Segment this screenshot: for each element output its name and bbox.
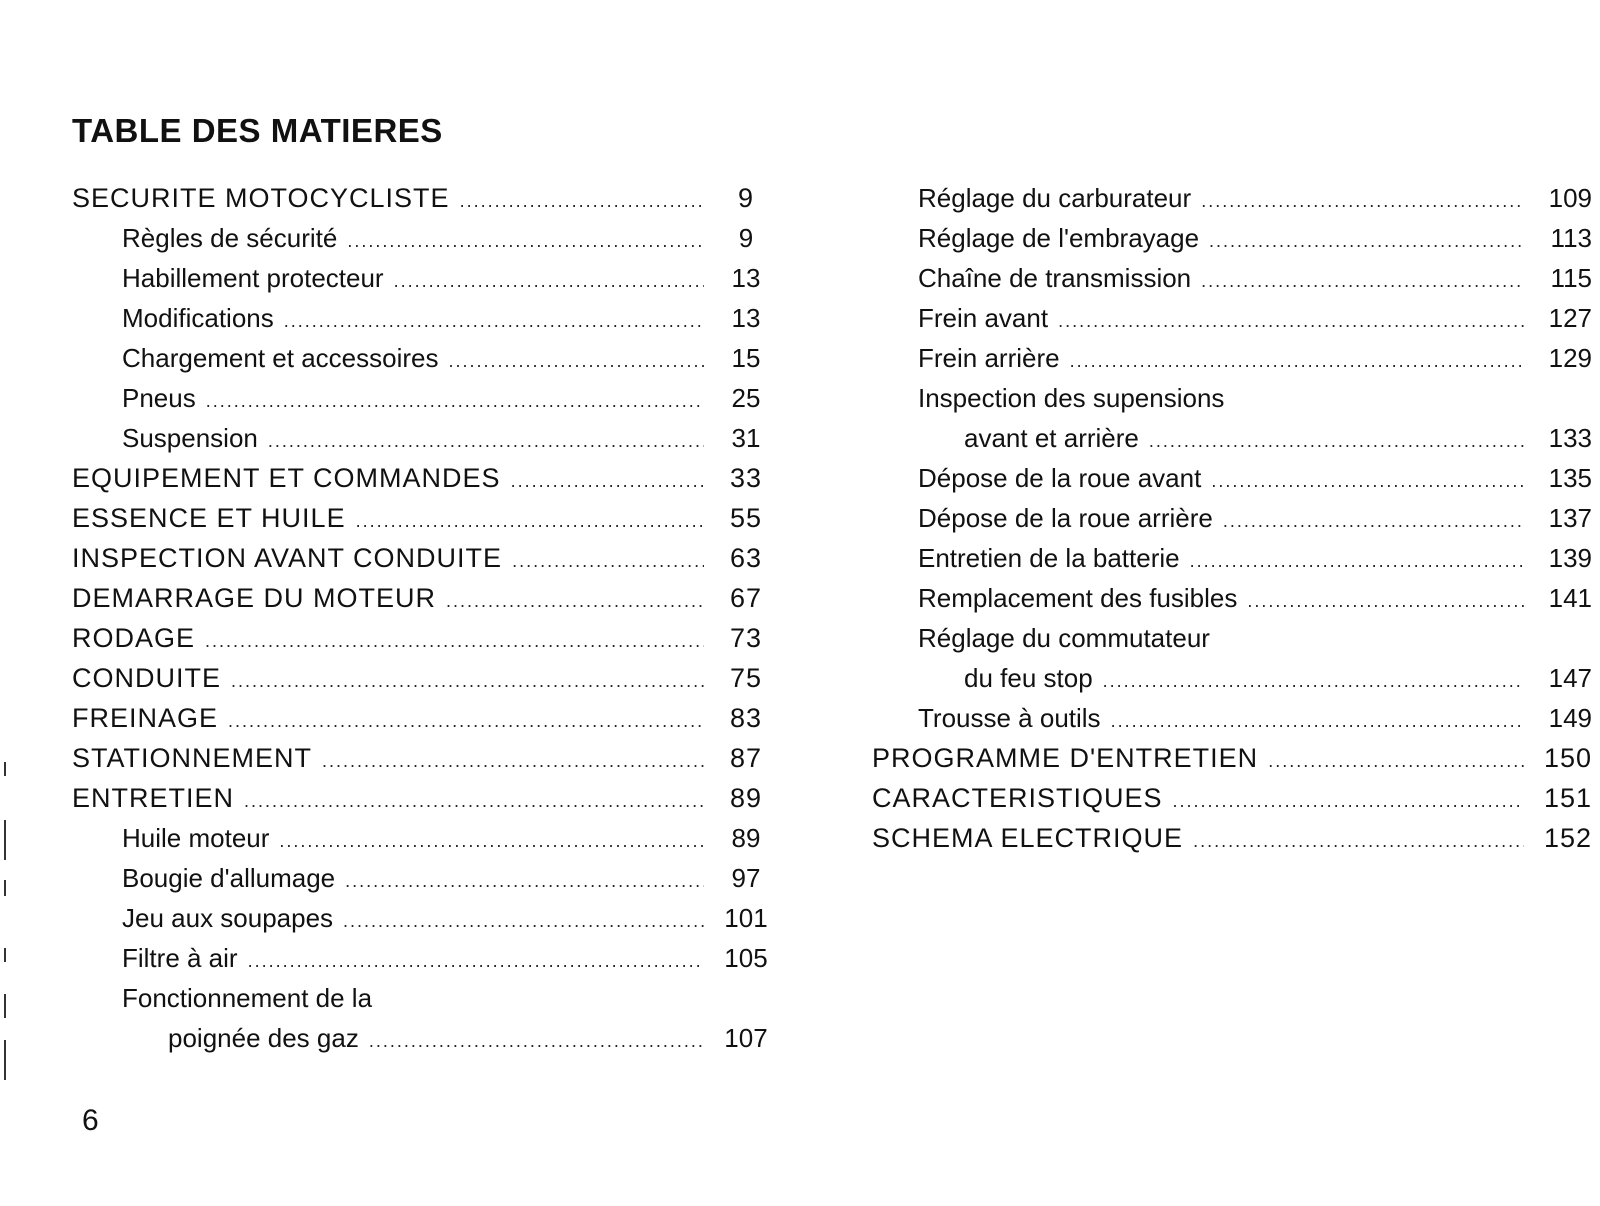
dot-leader: [268, 421, 704, 461]
toc-entry: [872, 578, 1592, 618]
toc-entry-label: Bougie d'allumage: [122, 863, 336, 893]
dot-leader: [1201, 181, 1524, 221]
toc-entry: [872, 658, 1592, 698]
toc-entry: [872, 498, 1592, 538]
dot-leader: [460, 181, 704, 221]
scan-mark: [4, 948, 6, 962]
toc-entry: [872, 418, 1592, 458]
toc-entry: [872, 778, 1592, 818]
toc-entry-label: Chargement et accessoires: [122, 343, 439, 373]
toc-entry-row: [122, 418, 782, 458]
toc-entry-row: [72, 498, 782, 538]
toc-entry-row: [72, 778, 782, 818]
toc-entry-page: 73: [729, 623, 763, 653]
toc-entry-page: 67: [729, 583, 763, 613]
toc-entry: [872, 178, 1592, 218]
toc-entry-page: 107: [724, 1023, 768, 1053]
toc-entry: [872, 338, 1592, 378]
toc-entry: [872, 458, 1592, 498]
dot-leader: [1223, 501, 1524, 541]
page-number: 6: [82, 1104, 99, 1137]
toc-entry-page: 139: [1548, 543, 1592, 573]
scan-mark: [4, 880, 6, 896]
toc-entry-label: poignée des gaz: [168, 1023, 359, 1053]
toc-entry-row: [918, 498, 1592, 538]
toc-entry: [72, 618, 782, 658]
toc-entry-page: 89: [731, 823, 761, 853]
toc-entry: [72, 178, 782, 218]
dot-leader: [343, 901, 704, 941]
toc-entry-row: [918, 538, 1592, 578]
toc-entry-page: 105: [724, 943, 768, 973]
toc-entry-label: EQUIPEMENT ET COMMANDES: [72, 463, 501, 493]
toc-entry-row: [72, 658, 782, 698]
dot-leader: [347, 221, 704, 261]
toc-entry-row: [918, 298, 1592, 338]
dot-leader: [322, 741, 704, 781]
toc-entry: [872, 538, 1592, 578]
dot-leader: [1190, 541, 1524, 581]
toc-entry-label: SCHEMA ELECTRIQUE: [872, 823, 1184, 853]
toc-entry: [872, 618, 1592, 658]
toc-entry-row: [72, 578, 782, 618]
toc-entry-page: 33: [729, 463, 763, 493]
toc-entry-row: [72, 738, 782, 778]
toc-entry-row: [168, 1018, 782, 1058]
dot-leader: [1149, 421, 1524, 461]
toc-entry-page: 63: [729, 543, 763, 573]
toc-entry-label: Dépose de la roue arrière: [918, 503, 1213, 533]
toc-entry: [72, 258, 782, 298]
toc-entry-page: 9: [738, 223, 754, 253]
dot-leader: [1209, 221, 1524, 261]
dot-leader: [1111, 701, 1524, 741]
toc-entry: [72, 218, 782, 258]
toc-entry-row: [918, 458, 1592, 498]
toc-entry-row: [918, 338, 1592, 378]
toc-entry: [72, 738, 782, 778]
scan-mark: [4, 820, 6, 860]
toc-entry-page: 137: [1548, 503, 1592, 533]
toc-entry-row: [918, 578, 1592, 618]
toc-entry-page: 9: [737, 183, 755, 213]
toc-entry-label: Frein avant: [918, 303, 1049, 333]
toc-entry-page: 127: [1548, 303, 1592, 333]
toc-entry: [872, 698, 1592, 738]
toc-entry-row: [964, 418, 1592, 458]
toc-entry-row: [964, 658, 1592, 698]
dot-leader: [511, 461, 704, 501]
toc-entry-label: Réglage du carburateur: [918, 183, 1192, 213]
toc-entry-label: Frein arrière: [918, 343, 1060, 373]
toc-entry-row: [122, 298, 782, 338]
toc-entry-page: 133: [1548, 423, 1592, 453]
toc-entry: [72, 418, 782, 458]
dot-leader: [1247, 581, 1524, 621]
toc-entry-row: [122, 378, 782, 418]
dot-leader: [1268, 741, 1524, 781]
toc-entry-page: 141: [1548, 583, 1592, 613]
toc-entry-label: Jeu aux soupapes: [122, 903, 334, 933]
toc-entry-page: 31: [731, 423, 761, 453]
scan-mark: [4, 1040, 6, 1080]
toc-entry: [72, 458, 782, 498]
toc-entry-page: 113: [1550, 223, 1592, 253]
dot-leader: [394, 261, 704, 301]
toc-entry-label: Habillement protecteur: [122, 263, 384, 293]
toc-entry: [872, 258, 1592, 298]
toc-entry-row: [122, 938, 782, 978]
toc-entry: [872, 298, 1592, 338]
toc-entry: [872, 738, 1592, 778]
toc-entry-label: avant et arrière: [964, 423, 1139, 453]
dot-leader: [345, 861, 704, 901]
toc-entry: [72, 498, 782, 538]
toc-entry-row: [122, 898, 782, 938]
toc-entry: [72, 938, 782, 978]
toc-entry-page: 97: [731, 863, 761, 893]
toc-entry-row: [72, 538, 782, 578]
dot-leader: [206, 381, 704, 421]
toc-entry-row: [872, 738, 1592, 778]
toc-entry-label: RODAGE: [72, 623, 196, 653]
toc-entry-label: Dépose de la roue avant: [918, 463, 1202, 493]
toc-entry-page: 83: [729, 703, 763, 733]
toc-entry-row: [872, 778, 1592, 818]
toc-entry: [72, 298, 782, 338]
toc-entry-page: 147: [1548, 663, 1592, 693]
toc-entry: [872, 218, 1592, 258]
dot-leader: [279, 821, 704, 861]
toc-entry-page: 115: [1550, 263, 1592, 293]
dot-leader: [1070, 341, 1524, 381]
toc-entry-label: Modifications: [122, 303, 274, 333]
toc-entry-page: 129: [1548, 343, 1592, 373]
toc-entry-row: [872, 818, 1592, 858]
toc-entry-page: 15: [731, 343, 761, 373]
toc-entry: [72, 578, 782, 618]
toc-entry-page: 75: [729, 663, 763, 693]
toc-entry-label: DEMARRAGE DU MOTEUR: [72, 583, 437, 613]
dot-leader: [284, 301, 704, 341]
toc-entry-label: Pneus: [122, 383, 196, 413]
toc-entry-label: Inspection des supensions: [918, 383, 1225, 413]
toc-entry-label: Réglage de l'embrayage: [918, 223, 1200, 253]
toc-entry-page: 149: [1548, 703, 1592, 733]
toc-entry-row: [72, 178, 782, 218]
toc-entry: [72, 538, 782, 578]
toc-entry: [872, 818, 1592, 858]
toc-left-column: [72, 178, 782, 1058]
toc-entry-row: [122, 258, 782, 298]
toc-entry: [72, 858, 782, 898]
toc-entry-label: PROGRAMME D'ENTRETIEN: [872, 743, 1259, 773]
toc-entry-page: 13: [731, 303, 761, 333]
toc-right-column: [872, 178, 1592, 858]
toc-entry-label: STATIONNEMENT: [72, 743, 312, 773]
toc-entry: [872, 378, 1592, 418]
toc-entry-label: Entretien de la batterie: [918, 543, 1180, 573]
dot-leader: [446, 581, 704, 621]
toc-entry-row: [72, 698, 782, 738]
toc-entry-label: Remplacement des fusibles: [918, 583, 1238, 613]
dot-leader: [512, 541, 704, 581]
toc-entry-row: [122, 218, 782, 258]
dot-leader: [1193, 821, 1524, 861]
dot-leader: [228, 701, 704, 741]
dot-leader: [448, 341, 704, 381]
toc-entry-page: 25: [731, 383, 761, 413]
toc-entry-row: [122, 858, 782, 898]
toc-entry-label: du feu stop: [964, 663, 1093, 693]
toc-entry-row: [72, 618, 782, 658]
toc-entry: [72, 818, 782, 858]
toc-entry-row: [122, 338, 782, 378]
toc-entry-page: 151: [1543, 783, 1592, 813]
toc-entry-row: [918, 218, 1592, 258]
dot-leader: [1201, 261, 1524, 301]
dot-leader: [369, 1021, 704, 1061]
toc-entry-label: Réglage du commutateur: [918, 623, 1210, 653]
toc-entry: [72, 658, 782, 698]
dot-leader: [1103, 661, 1524, 701]
toc-entry: [72, 698, 782, 738]
scan-mark: [4, 994, 6, 1018]
toc-entry-page: 13: [731, 263, 761, 293]
toc-entry-row: [918, 178, 1592, 218]
toc-entry-row: [918, 698, 1592, 738]
toc-entry-label: ENTRETIEN: [72, 783, 235, 813]
dot-leader: [356, 501, 704, 541]
toc-entry-page: 87: [729, 743, 763, 773]
toc-entry-label: Règles de sécurité: [122, 223, 338, 253]
toc-entry-label: Huile moteur: [122, 823, 270, 853]
toc-entry-page: 135: [1548, 463, 1592, 493]
toc-entry-row: [122, 818, 782, 858]
toc-entry-row: [72, 458, 782, 498]
dot-leader: [231, 661, 704, 701]
dot-leader: [1211, 461, 1524, 501]
toc-entry-label: Filtre à air: [122, 943, 238, 973]
toc-entry-label: Trousse à outils: [918, 703, 1101, 733]
toc-entry-label: Fonctionnement de la: [122, 983, 373, 1013]
scan-mark: [4, 762, 6, 776]
dot-leader: [244, 781, 704, 821]
dot-leader: [1058, 301, 1524, 341]
toc-entry-label: Chaîne de transmission: [918, 263, 1192, 293]
toc-entry-label: CONDUITE: [72, 663, 221, 693]
toc-entry-row: [918, 378, 1592, 418]
page-title: TABLE DES MATIERES: [72, 112, 443, 149]
toc-entry-label: INSPECTION AVANT CONDUITE: [72, 543, 503, 573]
toc-entry-page: 89: [729, 783, 763, 813]
toc-entry-row: [122, 978, 782, 1018]
toc-entry-label: ESSENCE ET HUILE: [72, 503, 346, 533]
toc-entry-row: [918, 618, 1592, 658]
toc-entry-label: FREINAGE: [72, 703, 219, 733]
toc-entry-page: 55: [729, 503, 763, 533]
toc-entry-label: Suspension: [122, 423, 258, 453]
toc-entry-page: 109: [1548, 183, 1592, 213]
dot-leader: [205, 621, 704, 661]
toc-entry-page: 101: [724, 903, 768, 933]
toc-entry: [72, 1018, 782, 1058]
toc-entry: [72, 778, 782, 818]
toc-entry-label: SECURITE MOTOCYCLISTE: [72, 183, 450, 213]
toc-entry: [72, 338, 782, 378]
toc-entry: [72, 898, 782, 938]
toc-entry-page: 150: [1543, 743, 1592, 773]
toc-entry-label: CARACTERISTIQUES: [872, 783, 1163, 813]
toc-entry: [72, 378, 782, 418]
dot-leader: [248, 941, 704, 981]
dot-leader: [1173, 781, 1524, 821]
toc-entry: [72, 978, 782, 1018]
toc-entry-row: [918, 258, 1592, 298]
toc-entry-page: 152: [1543, 823, 1592, 853]
